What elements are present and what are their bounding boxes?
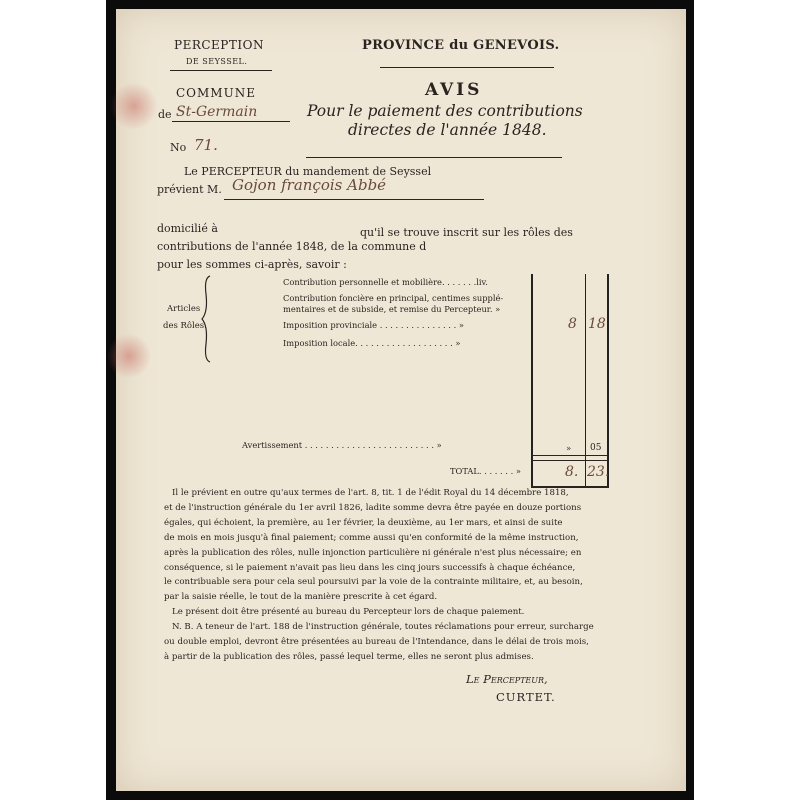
signature-name: CURTET. [496, 690, 556, 704]
total-amount: 8. [565, 464, 579, 480]
numero-handwritten: 71. [194, 136, 218, 154]
avis-line-1: Pour le paiement des contributions [307, 102, 583, 120]
previent-label: prévient M. [157, 183, 222, 196]
body-line-8: par la saisie réelle, le tout de la manière prescrite à cet égard. [164, 592, 438, 603]
commune-label: COMMUNE [176, 86, 256, 100]
perception-subtitle: DE SEYSSEL. [186, 57, 248, 66]
body-line-6: conséquence, si le paiement n'avait pas lieu dans les cinq jours successifs à chaque échéance, [164, 562, 576, 573]
body-line-5: après la publication des rôles, nulle injonction particulière ni générale n'est plus nécessaire; en [164, 547, 582, 558]
article-line-4: Imposition provinciale . . . . . . . . . . . . . . . » [283, 320, 464, 330]
amount-rule-1 [531, 455, 609, 456]
body-line-1: Il le prévient en outre qu'aux termes de l'art. 8, tit. 1 de l'édit Royal du 14 décembre 1818, [172, 488, 569, 498]
commune-underline [172, 121, 290, 122]
commune-handwritten: St-Germain [176, 104, 258, 120]
total-label: TOTAL. . . . . . . » [450, 466, 521, 476]
body-line-4: de mois en mois jusqu'à final paiement; comme aussi qu'en conformité de la même instruction, [164, 532, 579, 543]
intro-line-1: Le PERCEPTEUR du mandement de Seyssel [184, 165, 432, 178]
inscrit-text: qu'il se trouve inscrit sur les rôles des [360, 226, 573, 239]
total-cents: 23. [587, 464, 610, 480]
provinciale-cents: 18 [588, 316, 606, 332]
avertissement-cents: 05 [590, 443, 602, 453]
taxpayer-name-handwritten: Gojon françois Abbé [232, 176, 387, 194]
body-line-9: Le présent doit être présenté au bureau du Percepteur lors de chaque paiement. [172, 607, 525, 618]
province-title: PROVINCE du GENEVOIS. [362, 38, 560, 53]
body-line-3: égales, qui échoient, la première, au 1er février, la deuxième, au 1er mars, et ainsi de suite [164, 517, 563, 528]
body-line-2: et de l'instruction générale du 1er avril 1826, ladite somme devra être payée en douze portions [164, 502, 582, 513]
perception-title: PERCEPTION [174, 38, 264, 52]
intro-line-3: contributions de l'année 1848, de la commune d [157, 240, 427, 253]
body-line-7: le contribuable sera pour cela seul poursuivi par la voie de la contrainte militaire, et, au besoin, [164, 577, 583, 588]
domicilie-label: domicilié à [157, 222, 218, 235]
name-underline [224, 199, 484, 200]
articles-brace [200, 274, 216, 364]
numero-label: No [170, 141, 187, 154]
signature-title: Le Percepteur, [466, 672, 548, 686]
perception-rule [170, 70, 272, 71]
articles-label-1: Articles [167, 304, 201, 314]
body-line-11: ou double emploi, devront être présentées au bureau de l'Intendance, dans le délai de trois mois, [164, 637, 589, 648]
avis-rule [306, 157, 562, 158]
body-line-10: N. B. A teneur de l'art. 188 de l'instruction générale, toutes réclamations pour erreur, surcharge [172, 622, 594, 633]
provinciale-amount: 8 [568, 316, 577, 332]
article-line-3: mentaires et de subside, et remise du Percepteur. » [283, 304, 501, 314]
avertissement-line: Avertissement . . . . . . . . . . . . . . . . . . . . . . . . . » [242, 440, 442, 450]
red-stain-middle [108, 332, 150, 380]
article-line-1: Contribution personnelle et mobilière. . . . . . .liv. [283, 277, 488, 287]
avis-title: AVIS [425, 80, 483, 100]
province-rule [380, 67, 554, 68]
intro-line-4: pour les sommes ci-après, savoir : [157, 258, 347, 271]
article-line-5: Imposition locale. . . . . . . . . . . . . . . . . . . » [283, 338, 461, 348]
body-line-12: à partir de la publication des rôles, passé lequel terme, elles ne seront plus admises. [164, 651, 534, 662]
avis-line-2: directes de l'année 1848. [348, 121, 547, 139]
body-text [164, 486, 612, 665]
commune-prefix: de [158, 108, 172, 121]
article-line-2: Contribution foncière en principal, centimes supplé- [283, 293, 504, 303]
red-stain-top [110, 82, 158, 130]
amount-rule-2 [531, 460, 609, 461]
avertissement-amount: » [566, 444, 572, 454]
articles-label-2: des Rôles. [163, 321, 207, 331]
